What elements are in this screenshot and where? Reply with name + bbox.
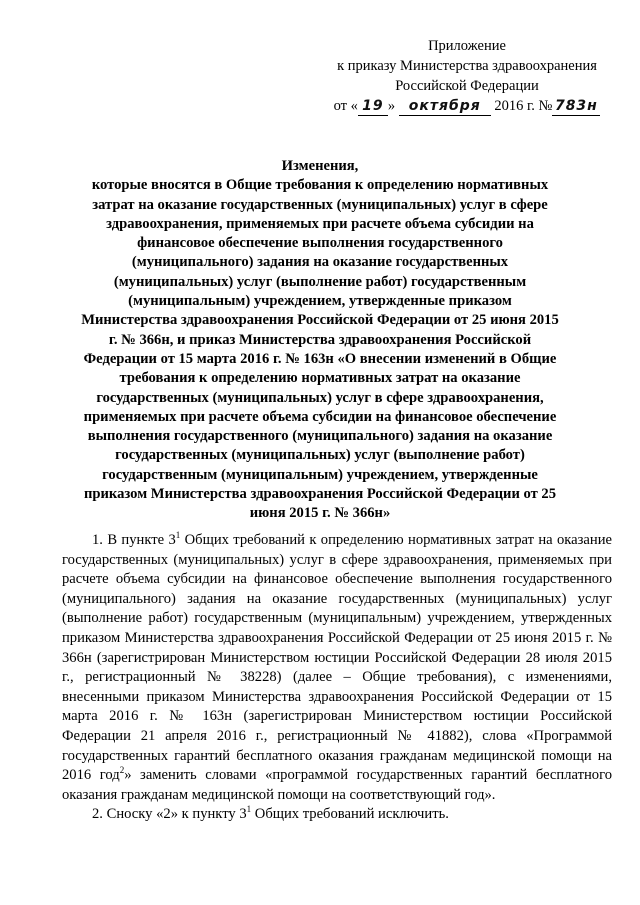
month-handwritten: октября (399, 98, 491, 116)
footnote-marker: 2 (119, 765, 125, 776)
date-mid: » (387, 98, 396, 114)
document-body (62, 531, 612, 825)
day-handwritten: 19 (358, 98, 388, 116)
paragraph-2-part-b: Общих требований исключить. (251, 806, 449, 823)
year-text: 2016 г. № (494, 98, 553, 114)
date-prefix: от « (333, 98, 358, 114)
paragraph-1-part-b: Общих требований к определению нормативных затрат на оказание государственных (муниципальных) услуг в сфере здравоохранения, применяемых при расчете объема субсидии на финансовое обеспечение выполнения государственного (муниципального) задания на оказание государственных (муниципальных) услуг (выполнение работ) государственным (муниципальным) учреждением, утвержденных приказом Министерства здравоохранения Российской Федерации от 25 июня 2015 г. № 366н (зарегистрирован Министерством юстиции Российской Федерации 28 июля 2015 г., регистрационный № 38228) (далее – Общие требования), с изменениями, внесенными приказом Министерства здравоохранения Российской Федерации от 15 марта 2016 г. № 163н (зарегистрирован Министерством юстиции Российской Федерации 21 апреля 2016 г., регистрационный № 41882), слова «Программой государственных гарантий бесплатного оказания гражданам медицинской помощи на 2016 год (62, 532, 612, 784)
superscript: 1 (246, 804, 252, 815)
appendix-header (322, 36, 612, 116)
appendix-label: Приложение (428, 38, 506, 54)
title-text: которые вносятся в Общие требования к определению нормативных затрат на оказание государственных (муниципальных) услуг в сфере здравоохранения, применяемых при расчете объема субсидии на финансовое обеспечение выполнения государственного (муниципального) задания на оказание государственных (муниципальных) услуг (выполнение работ) государственным (муниципальным) учреждением, утвержденные приказом Министерства здравоохранения Российской Федерации от 25 июня 2015 г. № 366н, и приказ Министерства здравоохранения Российской Федерации от 15 марта 2016 г. № 163н «О внесении изменений в Общие требования к определению нормативных затрат на оказание государственных (муниципальных) услуг в сфере здравоохранения, применяемых при расчете объема субсидии на финансовое обеспечение выполнения государственного (муниципального) задания на оказание государственных (муниципальных) услуг (выполнение работ) государственным (муниципальным) учреждением, утвержденные приказом Министерства здравоохранения Российской Федерации от 25 июня 2015 г. № 366н» (81, 177, 559, 522)
document-title (80, 157, 560, 524)
order-reference: к приказу Министерства здравоохранения (337, 58, 597, 74)
paragraph-2 (62, 805, 612, 825)
superscript: 1 (175, 530, 181, 540)
paragraph-1 (62, 531, 612, 805)
ministry-country: Российской Федерации (395, 78, 539, 94)
order-date-line (322, 96, 612, 116)
order-number-handwritten: 783н (552, 98, 600, 116)
title-heading: Изменения, (281, 158, 359, 174)
paragraph-1-part-a: 1. В пункте 3 (92, 532, 176, 548)
paragraph-2-part-a: 2. Сноску «2» к пункту 3 (92, 806, 247, 823)
paragraph-1-part-c: » заменить словами «программой государственных гарантий бесплатного оказания гражданам медицинской помощи на соответствующий год». (62, 767, 612, 803)
